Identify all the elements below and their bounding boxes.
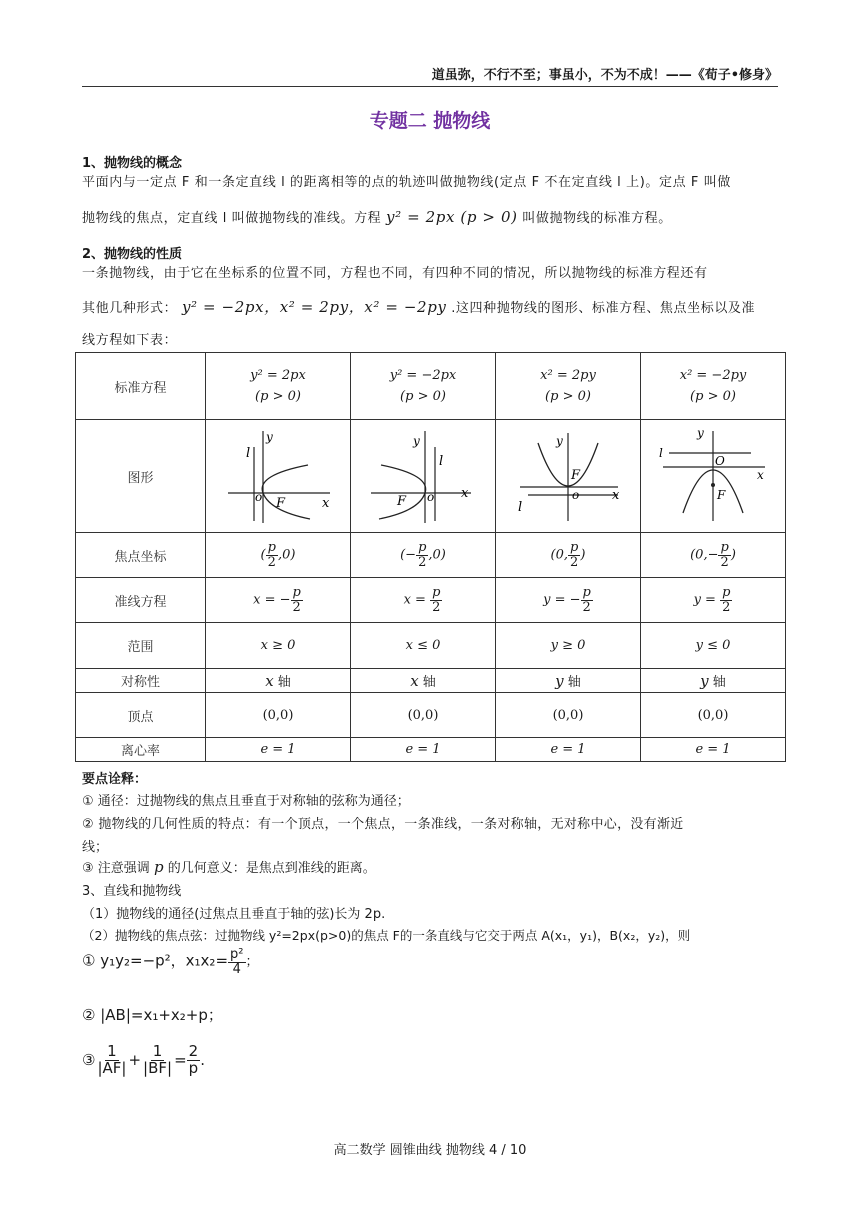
frac-num: p² <box>230 947 244 962</box>
condition-text: (p > 0) <box>255 389 301 404</box>
section3-line1: （1）抛物线的通径(过焦点且垂直于轴的弦)长为 2p. <box>82 907 386 922</box>
frac-den: p <box>188 1058 199 1077</box>
formula-1-a: ① y₁y₂=−p²，x₁x₂= <box>82 951 229 970</box>
range-cell: x ≥ 0 <box>206 623 351 669</box>
frac-den: 2 <box>720 554 729 570</box>
frac-den: 4 <box>232 961 241 977</box>
focus-post: ,0) <box>277 547 296 563</box>
section1-line1: 平面内与一定点 F 和一条定直线 l 的距离相等的点的轨迹叫做抛物线(定点 F 不在定直线 l 上)。定点 F 叫做 <box>82 175 731 190</box>
equation-text: x² = 2py <box>540 368 596 383</box>
label-l: l <box>518 500 523 515</box>
range-cell: y ≤ 0 <box>641 623 786 669</box>
formula-3-plus: + <box>128 1050 142 1069</box>
focus-pre: (0,− <box>690 547 719 563</box>
label-x: x <box>322 496 330 511</box>
directrix-cell <box>206 578 351 623</box>
symmetry-cell <box>496 669 641 693</box>
condition-text: (p > 0) <box>400 389 446 404</box>
table-row-range <box>76 623 786 669</box>
label-o: o <box>427 490 435 504</box>
label-x: x <box>612 488 620 503</box>
equation-cell <box>206 353 351 420</box>
directrix-cell <box>641 578 786 623</box>
focus-point <box>711 483 715 487</box>
axis-var: y <box>555 672 564 690</box>
equation-text: y² = −2px <box>389 368 457 383</box>
frac-num: 2 <box>188 1042 199 1060</box>
row-label: 焦点坐标 <box>76 533 206 578</box>
table-row-eccentricity <box>76 738 786 762</box>
note-2b: 线； <box>82 840 109 855</box>
parabola-up-graph <box>508 421 628 527</box>
equation-cell <box>496 353 641 420</box>
frac-den: |AF| <box>97 1058 127 1077</box>
row-label: 标准方程 <box>76 353 206 420</box>
focus-post: ) <box>580 547 586 563</box>
directrix-cell <box>351 578 496 623</box>
frac-num: p <box>432 584 441 600</box>
section1-line2-a: 抛物线的焦点，定直线 l 叫做抛物线的准线。方程 <box>82 211 382 226</box>
frac-den: 2 <box>292 599 301 615</box>
frac-num: p <box>570 539 579 555</box>
frac-den: 2 <box>722 599 731 615</box>
formula-3-eq: = <box>174 1050 187 1069</box>
label-y: y <box>556 434 563 448</box>
condition-text: (p > 0) <box>545 389 591 404</box>
range-cell: y ≥ 0 <box>496 623 641 669</box>
label-l: l <box>659 446 663 460</box>
frac-den: |BF| <box>143 1058 173 1077</box>
section3-line2: （2）抛物线的焦点弦：过抛物线 y²=2px(p>0)的焦点 F的一条直线与它交于两点 A(x₁，y₁)，B(x₂，y₂)，则 <box>82 928 691 943</box>
graph-cell <box>206 420 351 533</box>
table-row-focus <box>76 533 786 578</box>
symmetry-cell <box>206 669 351 693</box>
eccentricity-cell: e = 1 <box>206 738 351 762</box>
note-3 <box>82 857 782 876</box>
parabola-right-graph <box>218 421 338 527</box>
formula-1 <box>82 948 782 976</box>
other-forms-equations: y² = −2px，x² = 2py，x² = −2py <box>181 298 447 316</box>
axis-word: 轴 <box>277 675 291 690</box>
vertex-cell: (0,0) <box>206 693 351 738</box>
equation-cell <box>351 353 496 420</box>
section2-line3: 线方程如下表： <box>82 333 178 348</box>
page-footer: 高二数学 圆锥曲线 抛物线 4 / 10 <box>333 1143 527 1158</box>
symmetry-cell <box>351 669 496 693</box>
condition-text: (p > 0) <box>690 389 736 404</box>
focus-pre: (0, <box>550 547 569 563</box>
formula-3-mark: ③ <box>82 1050 96 1069</box>
table-row-vertex <box>76 693 786 738</box>
symmetry-cell <box>641 669 786 693</box>
parabola-curve <box>262 465 310 519</box>
vertex-cell: (0,0) <box>496 693 641 738</box>
range-cell: x ≤ 0 <box>351 623 496 669</box>
section1-heading: 1、抛物线的概念 <box>82 156 183 171</box>
focus-cell <box>496 533 641 578</box>
table-row-symmetry <box>76 669 786 693</box>
directrix-cell <box>496 578 641 623</box>
row-label: 范围 <box>76 623 206 669</box>
row-label: 对称性 <box>76 669 206 693</box>
parabola-properties-table <box>75 352 786 762</box>
standard-equation: y² = 2px (p > 0) <box>386 208 518 226</box>
equation-text: x² = −2py <box>679 368 747 383</box>
equation-cell <box>641 353 786 420</box>
frac-num: p <box>292 584 301 600</box>
axis-var: x <box>410 672 419 690</box>
frac-num: 1 <box>107 1042 117 1060</box>
section3-heading: 3、直线和抛物线 <box>82 884 182 899</box>
row-label: 图形 <box>76 420 206 533</box>
label-F: F <box>276 496 286 511</box>
focus-pre: ( <box>260 547 266 563</box>
label-l: l <box>439 454 444 469</box>
focus-cell <box>206 533 351 578</box>
axis-word: 轴 <box>422 675 436 690</box>
section1-line2-b: 叫做抛物线的标准方程。 <box>522 211 672 226</box>
table-row-equation <box>76 353 786 420</box>
frac-num: 1 <box>152 1042 163 1060</box>
table-row-graph <box>76 420 786 533</box>
frac-num: p <box>418 539 427 555</box>
vertex-cell: (0,0) <box>641 693 786 738</box>
graph-cell <box>641 420 786 533</box>
section1-line2 <box>82 202 778 234</box>
row-label: 准线方程 <box>76 578 206 623</box>
section2-line1: 一条抛物线，由于它在坐标系的位置不同，方程也不同，有四种不同的情况，所以抛物线的标准方程还有 <box>82 266 708 281</box>
note-3-a: ③ 注意强调 <box>82 861 150 876</box>
focus-pre: (− <box>400 547 417 563</box>
formula-2: ② |AB|=x₁+x₂+p； <box>82 1006 223 1024</box>
directrix-pre: y = − <box>543 592 581 608</box>
formula-1-end: ； <box>245 954 259 970</box>
frac-num: p <box>267 539 276 555</box>
focus-cell <box>641 533 786 578</box>
page-title: 专题二 抛物线 <box>369 110 491 132</box>
graph-cell <box>351 420 496 533</box>
section2-line2 <box>82 292 778 324</box>
label-O: O <box>715 454 725 468</box>
label-F: F <box>571 468 581 483</box>
label-o: o <box>572 488 580 502</box>
frac-num: p <box>722 584 731 600</box>
row-label: 顶点 <box>76 693 206 738</box>
parabola-left-graph <box>363 421 483 527</box>
vertex-cell: (0,0) <box>351 693 496 738</box>
eccentricity-cell: e = 1 <box>351 738 496 762</box>
label-y: y <box>697 426 704 440</box>
note-3-var: p <box>153 858 164 876</box>
label-x: x <box>757 468 764 482</box>
eccentricity-cell: e = 1 <box>641 738 786 762</box>
axis-word: 轴 <box>712 675 726 690</box>
frac-den: 2 <box>418 554 427 570</box>
parabola-curve <box>379 465 426 519</box>
focus-post: ,0) <box>428 547 446 563</box>
note-3-b: 的几何意义：是焦点到准线的距离。 <box>167 861 376 876</box>
label-x: x <box>461 486 469 501</box>
axis-word: 轴 <box>567 675 581 690</box>
directrix-pre: x = − <box>253 592 291 608</box>
row-label: 离心率 <box>76 738 206 762</box>
note-1: ① 通径：过抛物线的焦点且垂直于对称轴的弦称为通径； <box>82 794 410 809</box>
section2-heading: 2、抛物线的性质 <box>82 247 183 262</box>
header-quote: 道虽弥，不行不至；事虽小，不为不成！——《荀子•修身》 <box>431 68 778 83</box>
directrix-pre: y = <box>693 592 721 608</box>
axis-var: y <box>700 672 709 690</box>
note-2a: ② 抛物线的几何性质的特点：有一个顶点，一个焦点，一条准线，一条对称轴，无对称中心，没有渐近 <box>82 817 684 832</box>
focus-cell <box>351 533 496 578</box>
graph-cell <box>496 420 641 533</box>
section2-line2-b: .这四种抛物线的图形、标准方程、焦点坐标以及准 <box>451 301 756 316</box>
frac-den: 2 <box>432 599 441 615</box>
frac-num: p <box>582 584 591 600</box>
label-l: l <box>246 446 251 461</box>
frac-den: 2 <box>570 554 579 570</box>
axis-var: x <box>265 672 274 690</box>
directrix-pre: x = <box>403 592 431 608</box>
formula-3-end: . <box>200 1050 205 1069</box>
notes-heading: 要点诠释： <box>82 772 148 787</box>
header-rule <box>82 86 778 87</box>
label-y: y <box>413 434 420 448</box>
label-y: y <box>266 430 273 444</box>
frac-den: 2 <box>582 599 591 615</box>
table-row-directrix <box>76 578 786 623</box>
eccentricity-cell: e = 1 <box>496 738 641 762</box>
section2-line2-a: 其他几种形式： <box>82 301 178 316</box>
equation-text: y² = 2px <box>250 368 306 383</box>
frac-num: p <box>720 539 729 555</box>
formula-3 <box>82 1044 782 1077</box>
parabola-down-graph <box>653 421 773 527</box>
label-F: F <box>717 488 726 502</box>
label-F: F <box>397 494 407 509</box>
focus-post: ) <box>730 547 736 563</box>
frac-den: 2 <box>267 554 276 570</box>
label-o: o <box>255 490 263 504</box>
